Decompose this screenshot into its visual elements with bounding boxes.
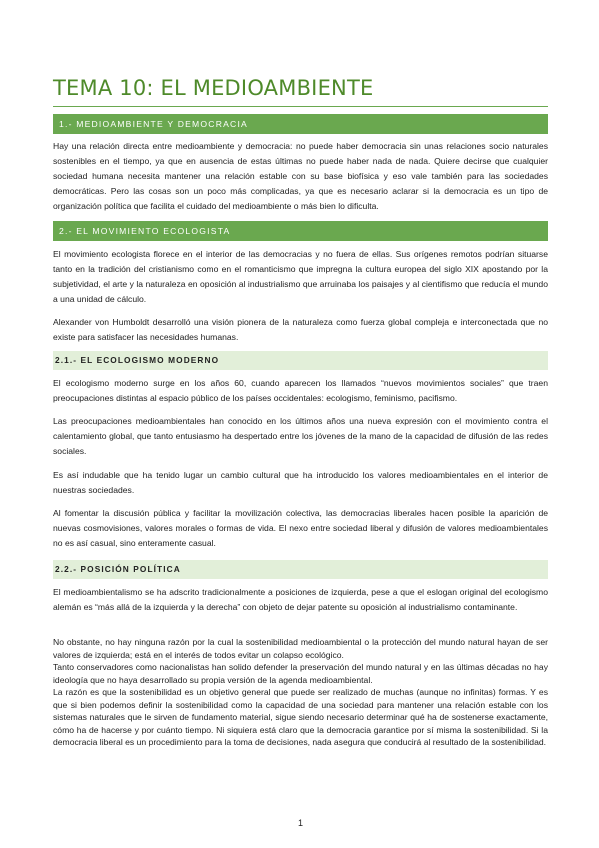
- subsection-heading-posicion-politica: 2.2.- POSICIÓN POLÍTICA: [53, 560, 548, 579]
- paragraph: No obstante, no hay ninguna razón por la cual la sostenibilidad medioambiental o la protección del mundo natural hayan de ser valores de izquierda; está en el interés de todos evitar un colapso ecológico. Tanto conservadores como nacionalistas han solido defender la preservación del mundo natural y en las últimas décadas no hay ideología que no haya desarrollado su propia versión de la agenda medioambiental. La razón es que la sostenibilidad es un objetivo general que puede ser realizado de muchas (aunque no infinitas) formas. Y es que si bien podemos definir la sostenibilidad como la capacidad de una sociedad para mantener una relación estable con los sistemas naturales que le sirven de fundamento material, sigue siendo necesario determinar qué ha de sostenerse exactamente, cómo ha de hacerse y por cuánto tiempo. Ni siquiera está claro que la democracia garantice por sí misma la sostenibilidad. Si la democracia liberal es un procedimiento para la toma de decisiones, nada asegura que conducirá al resultado de la sostenibilidad.: [53, 637, 548, 747]
- paragraph: El movimiento ecologista florece en el interior de las democracias y no fuera de ellas. Sus orígenes remotos podrían situarse tanto en la tradición del cristianismo como en el romanticismo que impregna la cultura europea del siglo XIX apostando por la subjetividad, el arte y la naturaleza en oposición al industrialismo que arruinaba los paisajes y al cientifismo que reducía el mundo a una unidad de cálculo.: [53, 249, 548, 304]
- paragraph: Es así indudable que ha tenido lugar un cambio cultural que ha introducido los valores medioambientales en el interior de nuestras sociedades.: [53, 470, 548, 495]
- paragraph: Alexander von Humboldt desarrolló una visión pionera de la naturaleza como fuerza global compleja e interconectada que no existe para satisfacer las necesidades humanas.: [53, 317, 548, 342]
- paragraph: Las preocupaciones medioambientales han conocido en los últimos años una nueva expresión con el movimiento contra el calentamiento global, que tanto entusiasmo ha despertado entre los jóvenes de la mano de la capacidad de difusión de las redes sociales.: [53, 416, 548, 456]
- title-underline: [53, 106, 548, 107]
- paragraph: Hay una relación directa entre medioambiente y democracia: no puede haber democracia sin unas relaciones socio naturales sostenibles en el tiempo, ya que en ausencia de estas últimas no puede haber nada de nada. Quiere decirse que cualquier sociedad humana necesita mantener una relación estable con su base biofísica y eso vale también para las sociedades democráticas. Pero las cosas son un poco más complicadas, ya que es necesario aclarar si la democracia es un tipo de organización política que facilita el cuidado del medioambiente o más bien lo dificulta.: [53, 141, 548, 211]
- subsection-heading-ecologismo-moderno: 2.1.- EL ECOLOGISMO MODERNO: [53, 351, 548, 370]
- page-number: 1: [298, 818, 304, 828]
- paragraph: El medioambientalismo se ha adscrito tradicionalmente a posiciones de izquierda, pese a que el eslogan original del ecologismo alemán es “más allá de la izquierda y la derecha” con objeto de dejar patente su oposición al industrialismo contaminante.: [53, 587, 548, 612]
- section-heading-movimiento-ecologista: 2.- EL MOVIMIENTO ECOLOGISTA: [53, 221, 548, 241]
- page-title: TEMA 10: EL MEDIOAMBIENTE: [53, 76, 374, 100]
- paragraph: El ecologismo moderno surge en los años 60, cuando aparecen los llamados “nuevos movimientos sociales” que traen preocupaciones distintas al espacio público de los países occidentales: ecologismo, feminismo, pacifismo.: [53, 378, 548, 403]
- section-heading-medioambiente-democracia: 1.- MEDIOAMBIENTE Y DEMOCRACIA: [53, 114, 548, 134]
- paragraph: Al fomentar la discusión pública y facilitar la movilización colectiva, las democracias liberales hacen posible la aparición de nuevas cosmovisiones, valores morales o formas de vida. El nexo entre sociedad liberal y difusión de valores medioambientales no es así casual, sino enteramente casual.: [53, 508, 548, 548]
